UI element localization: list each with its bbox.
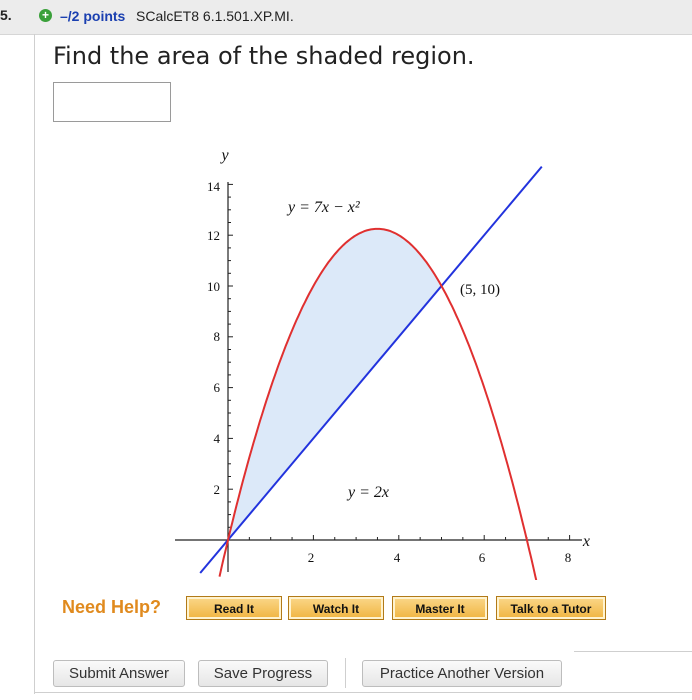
practice-another-version-button[interactable]: Practice Another Version — [362, 660, 562, 687]
expand-plus-icon[interactable]: + — [39, 9, 52, 22]
intersection-point-label: (5, 10) — [460, 282, 500, 298]
y-tick-label: 12 — [207, 228, 220, 243]
area-graph — [170, 140, 590, 580]
master-it-button[interactable]: Master It — [392, 596, 488, 620]
x-tick-label: 6 — [478, 550, 486, 565]
x-tick-label: 2 — [307, 550, 315, 565]
x-tick-label: 8 — [564, 550, 572, 565]
y-tick-label: 8 — [213, 329, 220, 344]
save-progress-button[interactable]: Save Progress — [198, 660, 328, 687]
x-tick-label: 4 — [393, 550, 401, 565]
line-equation-label: y = 2x — [348, 484, 389, 501]
divider-line — [574, 651, 692, 652]
answer-input[interactable] — [53, 82, 171, 122]
button-separator — [345, 658, 346, 688]
panel-bottom-border — [34, 692, 692, 693]
x-axis-label: x — [582, 533, 590, 550]
question-prompt: Find the area of the shaded region. — [53, 42, 475, 70]
points-label: –/2 points — [60, 8, 126, 24]
talk-to-tutor-button[interactable]: Talk to a Tutor — [496, 596, 606, 620]
y-tick-label: 6 — [213, 380, 220, 395]
line-y-equals-2x — [200, 167, 542, 573]
y-axis-label: y — [221, 147, 229, 164]
y-tick-label: 2 — [213, 482, 220, 497]
panel-left-border — [34, 34, 35, 694]
question-header — [0, 0, 692, 35]
parabola-equation-label: y = 7x − x² — [288, 199, 360, 216]
shaded-region — [228, 229, 442, 540]
watch-it-button[interactable]: Watch It — [288, 596, 384, 620]
y-tick-label: 10 — [207, 279, 220, 294]
read-it-button[interactable]: Read It — [186, 596, 282, 620]
y-tick-label: 4 — [213, 431, 220, 446]
submit-answer-button[interactable]: Submit Answer — [53, 660, 185, 687]
y-tick-label: 14 — [207, 179, 220, 194]
question-source: SCalcET8 6.1.501.XP.MI. — [136, 8, 294, 24]
question-number: 5. — [0, 7, 12, 23]
need-help-label: Need Help? — [62, 597, 162, 617]
